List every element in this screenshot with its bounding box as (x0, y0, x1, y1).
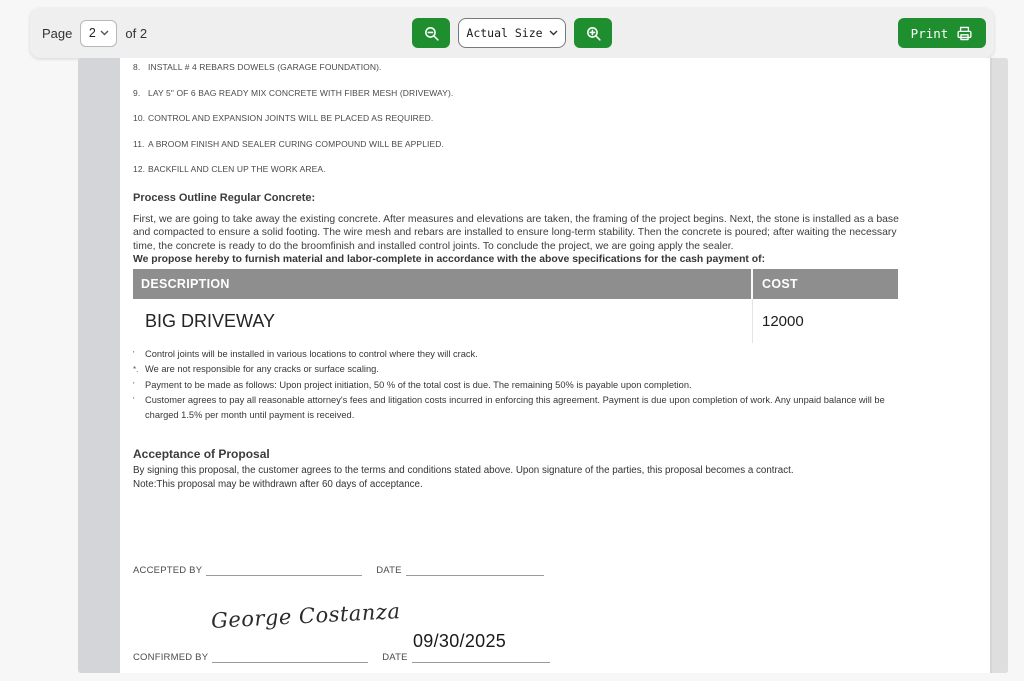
numbered-spec-list (133, 62, 833, 190)
list-item-text: A BROOM FINISH AND SEALER CURING COMPOUND WILL BE APPLIED. (148, 138, 444, 149)
list-item-text: BACKFILL AND CLEN UP THE WORK AREA. (148, 164, 326, 174)
list-item-number: 12. (133, 164, 146, 174)
cost-cell: 12000 (762, 312, 804, 330)
accepted-by-label: ACCEPTED BY (133, 565, 203, 576)
process-paragraph-text: First, we are going to take away the existing concrete. After measures and elevations are taken, the framing of the project begins. Next, the stone is installed as a base and compacted to ensure a solid footing. The wire mesh and rebars are installed to ensure long-term stability. Then the concrete is poured; after waiting the necessary time, the concrete is ready to do the broomfinish and installed control joints. To conclude the project, we are going apply the sealer. (133, 214, 899, 252)
cost-header: COST (762, 277, 798, 291)
magnifier-plus-icon (585, 25, 602, 42)
list-item-text: LAY 5" OF 6 BAG READY MIX CONCRETE WITH FIBER MESH (DRIVEWAY). (148, 87, 454, 98)
terms-list (133, 347, 908, 422)
list-item (133, 139, 833, 149)
acceptance-note: Note:This proposal may be withdrawn after 60 days of acceptance. (133, 479, 423, 490)
term-marker: ' (133, 380, 135, 390)
term-item (133, 393, 908, 422)
magnifier-minus-icon (423, 25, 440, 42)
list-item (133, 62, 833, 72)
accepted-date-label: DATE (376, 565, 402, 576)
term-item (133, 347, 908, 362)
acceptance-text: By signing this proposal, the customer agrees to the terms and conditions stated above. Upon signature of the parties, this proposal becomes a contract. (133, 465, 794, 476)
zoom-level-select[interactable] (458, 18, 566, 48)
term-marker: ' (133, 350, 135, 359)
confirmed-signature: George Costanza (210, 599, 401, 633)
accepted-by-row (133, 562, 544, 576)
confirmed-signature-line (212, 649, 368, 663)
cost-table-header (133, 269, 898, 299)
list-item-text: INSTALL # 4 REBARS DOWELS (GARAGE FOUNDATION). (148, 62, 382, 72)
cost-table (133, 269, 898, 343)
chevron-down-icon (549, 30, 558, 36)
zoom-out-button[interactable] (412, 18, 450, 48)
document-viewer (78, 58, 1008, 673)
term-text: We are not responsible for any cracks or surface scaling. (145, 364, 379, 375)
list-item (133, 164, 833, 174)
page-total-label: of 2 (125, 25, 148, 41)
zoom-controls (412, 18, 612, 48)
confirmed-date-line (412, 649, 550, 663)
table-row (133, 299, 898, 343)
description-cell: BIG DRIVEWAY (133, 299, 753, 343)
term-item (133, 378, 908, 393)
propose-line: We propose hereby to furnish material and labor-complete in accordance with the above specifications for the cash payment of: (133, 254, 766, 266)
page-navigation (42, 20, 147, 47)
list-item-number: 10. (133, 113, 146, 123)
list-item (133, 88, 833, 98)
list-item-text: CONTROL AND EXPANSION JOINTS WILL BE PLACED AS REQUIRED. (148, 113, 434, 123)
term-text: Payment to be made as follows: Upon project initiation, 50 % of the total cost is due. The remaining 50% is payable upon completion. (145, 379, 692, 390)
confirmed-date-label: DATE (382, 652, 408, 663)
list-item-number: 11. (133, 138, 145, 149)
acceptance-heading: Acceptance of Proposal (133, 447, 270, 461)
confirmed-date-value: 09/30/2025 (413, 631, 507, 651)
list-item (133, 113, 833, 123)
pdf-page (120, 58, 990, 673)
accepted-signature-line (206, 562, 362, 576)
toolbar (30, 8, 994, 58)
print-button[interactable] (898, 18, 986, 48)
page-number-value: 2 (88, 26, 96, 40)
term-item (133, 362, 908, 377)
confirmed-by-row (133, 649, 550, 663)
term-marker: *. (133, 365, 139, 375)
print-button-label: Print (910, 25, 949, 41)
confirmed-by-label: CONFIRMED BY (133, 652, 209, 663)
list-item-number: 8. (133, 62, 141, 72)
process-outline-heading: Process Outline Regular Concrete: (133, 192, 316, 204)
zoom-level-value: Actual Size (466, 26, 543, 40)
chevron-down-icon (100, 30, 109, 36)
page-number-select[interactable] (80, 20, 117, 47)
printer-icon (956, 25, 973, 42)
term-text: Control joints will be installed in various locations to control where they will crack. (145, 349, 478, 359)
term-marker: ' (133, 396, 135, 406)
process-paragraph (133, 213, 911, 267)
zoom-in-button[interactable] (574, 18, 612, 48)
list-item-number: 9. (133, 87, 141, 98)
accepted-date-line (406, 562, 544, 576)
term-text: Customer agrees to pay all reasonable attorney's fees and litigation costs incurred in enforcing this agreement. Payment is due upon completion of work. Any unpaid balance will be charged 1.5% per month until payment is received. (145, 395, 885, 420)
page-label: Page (42, 25, 73, 41)
description-header: DESCRIPTION (141, 277, 230, 291)
vertical-scrollbar[interactable] (992, 58, 1008, 673)
